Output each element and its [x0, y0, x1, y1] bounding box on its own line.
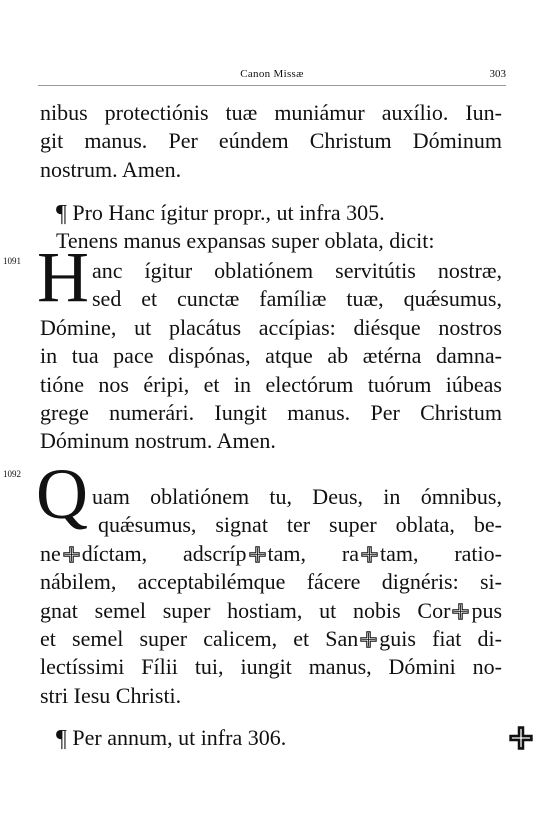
text-line: lectíssimi Fílii tui, iungit manus, Dómini no- — [40, 654, 502, 680]
text-line: grege numerári. Iungit manus. Per Christum — [40, 399, 502, 425]
text-fragment: tam, ra — [267, 540, 359, 566]
rubric-line — [40, 199, 502, 227]
margin-number: 1091 — [3, 256, 21, 266]
text-fragment: et semel super calicem, et San — [40, 625, 359, 651]
text-fragment: ne — [40, 540, 61, 566]
text-line — [40, 625, 502, 653]
text-fragment: díctam, adscríp — [81, 540, 247, 566]
header-rule — [38, 85, 506, 86]
text-line: nibus protectiónis tuæ muniámur auxílio. Iun- — [40, 100, 502, 125]
text-fragment: tam, ratio- — [379, 540, 502, 566]
text-fragment: guis fiat di- — [379, 625, 502, 651]
drop-cap: Q — [36, 454, 88, 534]
text-fragment: gnat semel super hostiam, ut nobis Cor — [40, 597, 451, 623]
text-line: sed et cunctæ famíliæ tuæ, quǽsumus, — [92, 286, 502, 312]
rubric-line — [40, 724, 502, 752]
pilcrow-mark: ¶ — [56, 726, 67, 752]
cross-icon — [360, 631, 377, 648]
text-line: uam oblatiónem tu, Deus, in ómnibus, — [92, 484, 502, 509]
text-line: Dómine, ut placátus accípias: diésque nostros — [40, 314, 502, 340]
page-header — [38, 68, 506, 86]
rubric-text: Per annum, ut infra 306. — [72, 725, 287, 750]
rubric-block — [40, 199, 502, 256]
cross-icon — [63, 546, 80, 563]
drop-cap: H — [37, 237, 89, 317]
cross-icon — [249, 546, 266, 563]
text-line — [40, 540, 502, 568]
cross-icon — [452, 603, 469, 620]
rubric-text: Pro Hanc ígitur propr., ut infra 305. — [72, 200, 385, 225]
text-line: nostrum. Amen. — [40, 156, 182, 182]
text-line: tióne nos éripi, et in electórum tuórum iúbeas — [40, 371, 502, 397]
rubric-line: Tenens manus expansas super oblata, dicit: — [56, 228, 435, 254]
cross-icon — [361, 546, 378, 563]
running-title: Canon Missæ — [240, 68, 304, 80]
prayer-quam-oblationem — [40, 483, 502, 710]
rubric-block — [40, 724, 502, 752]
text-line: stri Iesu Christi. — [40, 682, 182, 708]
text-line: quǽsumus, signat ter super oblata, be- — [98, 512, 502, 538]
margin-number: 1092 — [3, 469, 21, 479]
pilcrow-mark: ¶ — [56, 201, 67, 227]
paragraph-continuation — [40, 99, 502, 184]
prayer-hanc-igitur — [40, 257, 502, 456]
page-number: 303 — [489, 68, 506, 80]
text-fragment: pus — [471, 597, 502, 623]
text-line: Dóminum nostrum. Amen. — [40, 428, 276, 454]
text-line — [40, 597, 502, 625]
text-line: anc ígitur oblatiónem servitútis nostræ, — [92, 258, 502, 283]
text-line: nábilem, acceptabilémque fácere dignéris: si- — [40, 569, 502, 595]
text-line: git manus. Per eúndem Christum Dóminum — [40, 128, 502, 154]
text-line: in tua pace dispónas, atque ab ætérna damna- — [40, 343, 502, 369]
cross-icon — [508, 725, 534, 751]
